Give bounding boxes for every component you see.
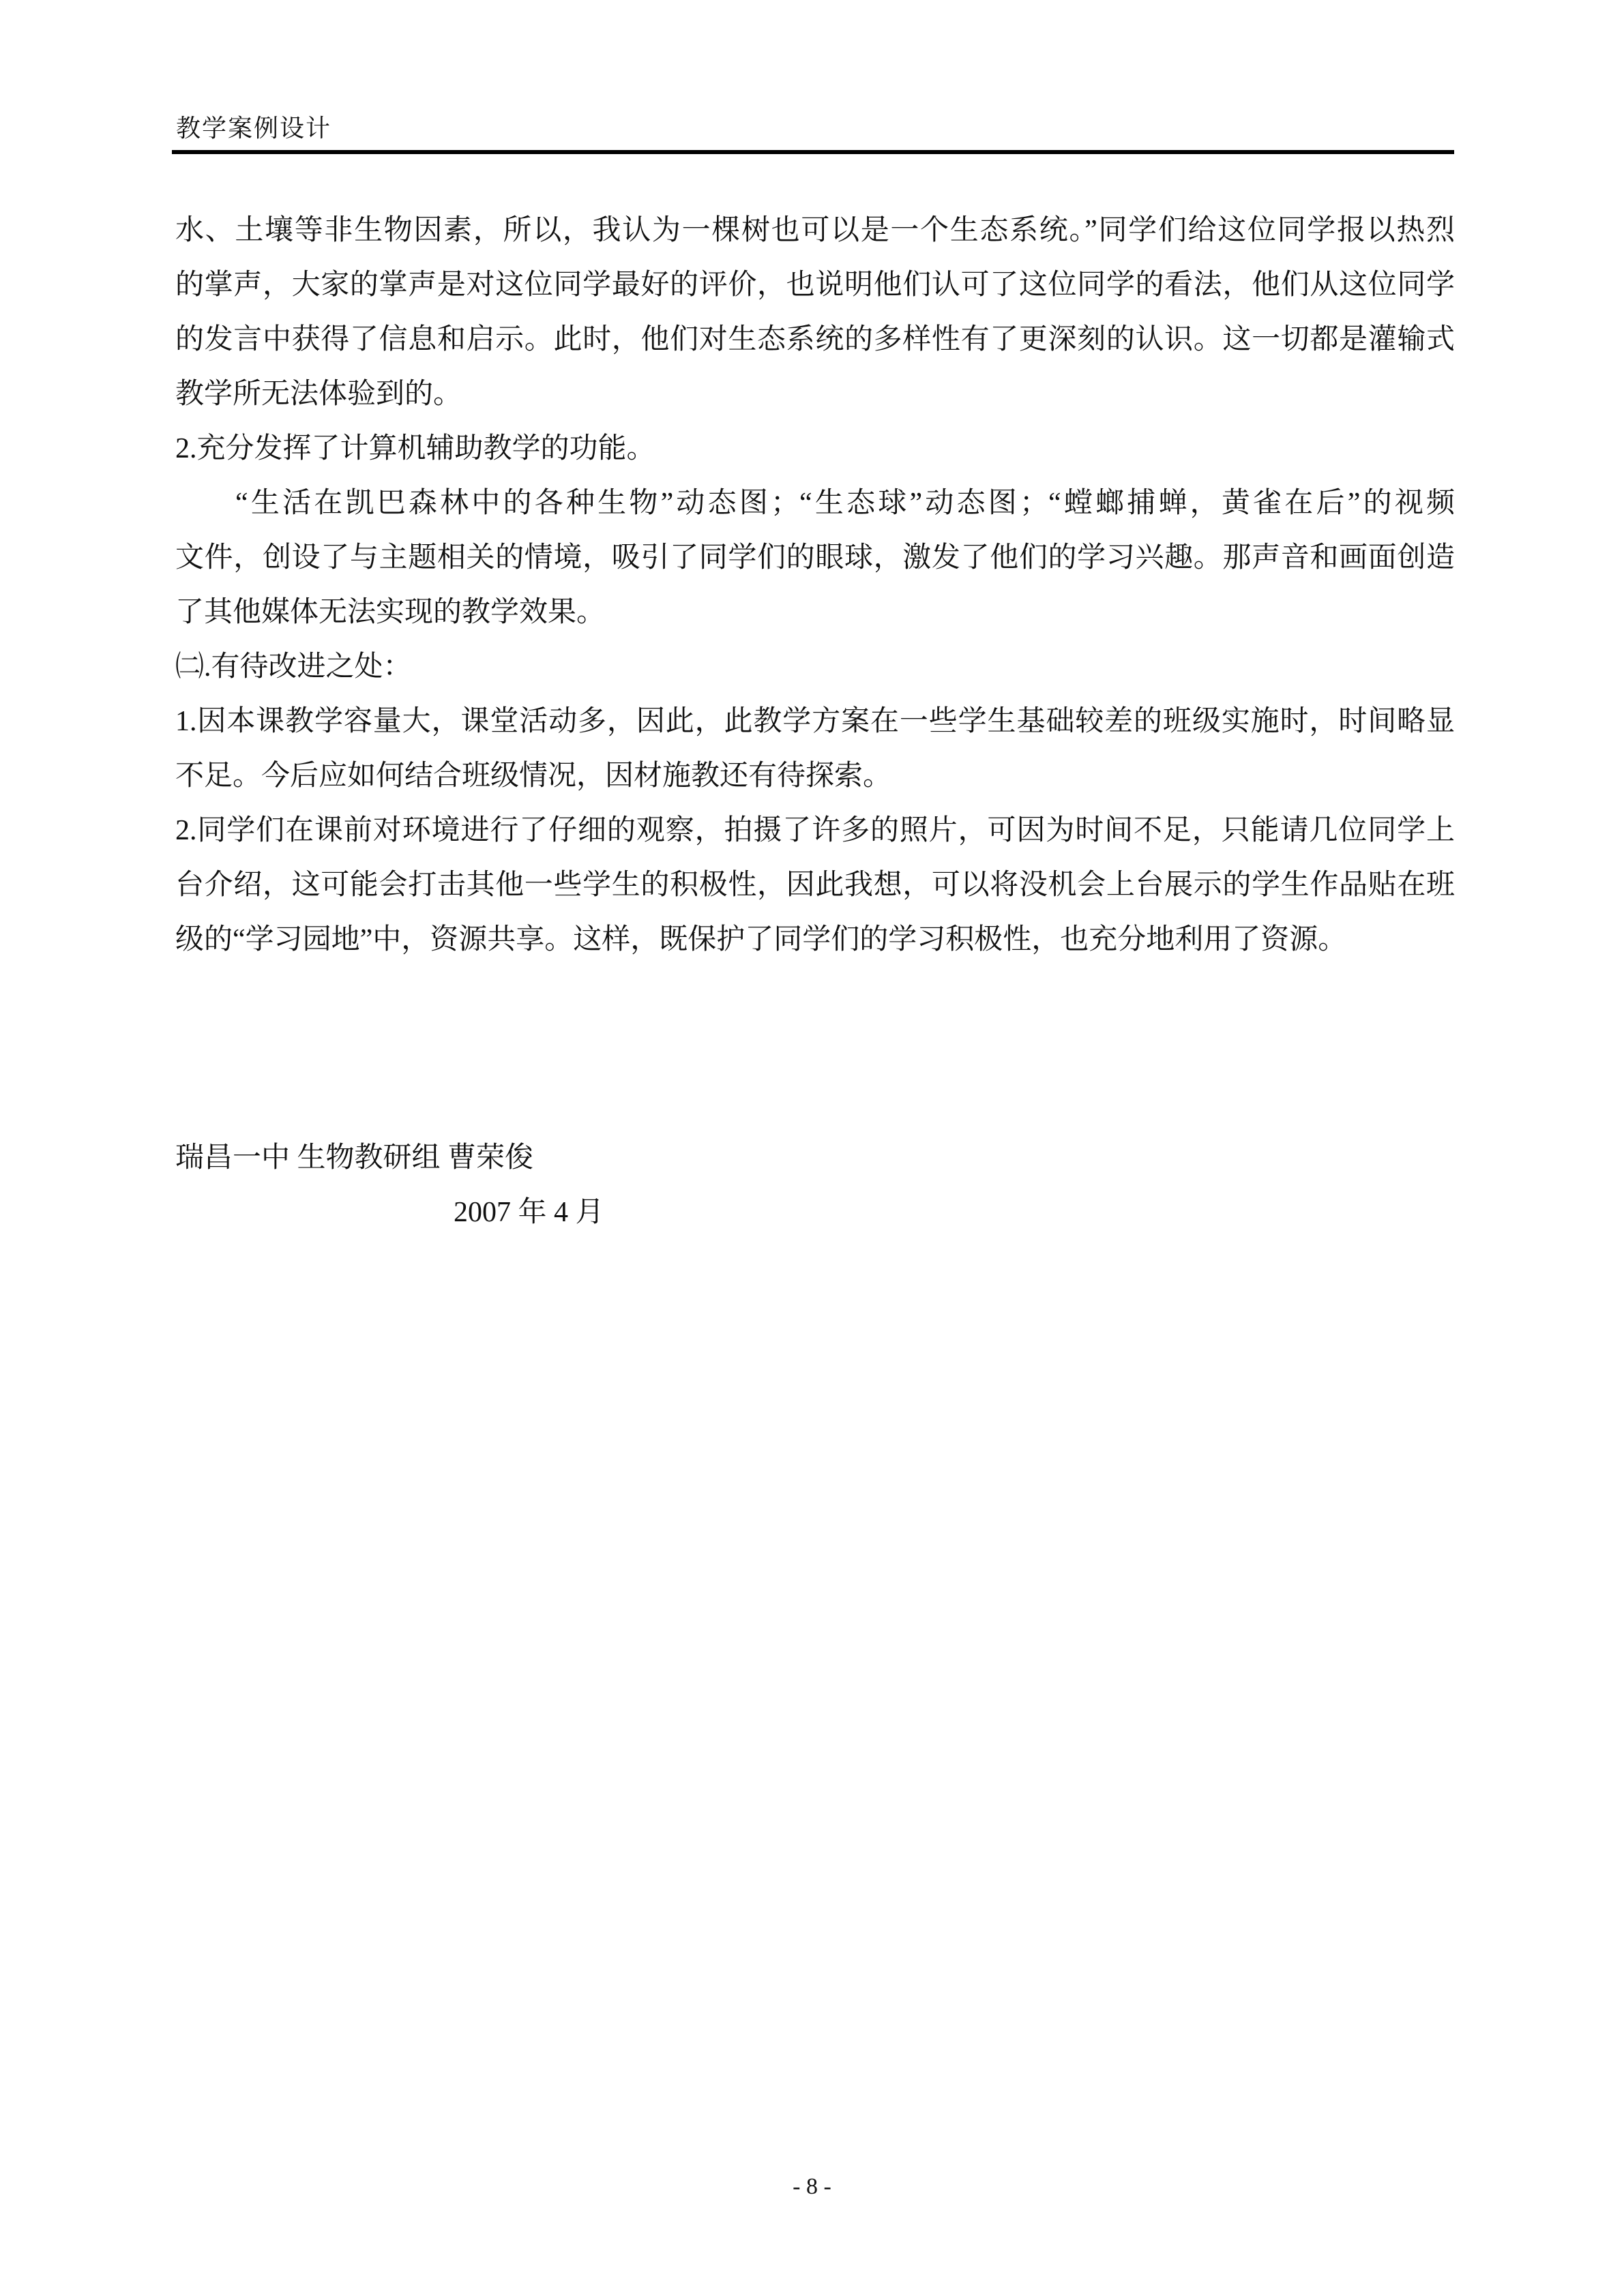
blank-space — [175, 967, 1455, 1131]
header-title: 教学案例设计 — [176, 115, 332, 142]
body-line: 文件，创设了与主题相关的情境，吸引了同学们的眼球，激发了他们的学习兴趣。那声音和画面创造 — [175, 542, 1455, 573]
body-line: 台介绍，这可能会打击其他一些学生的积极性，因此我想，可以将没机会上台展示的学生作品贴在班 — [175, 869, 1455, 901]
signature-affiliation: 瑞昌一中 生物教研组 曹荣俊 — [175, 1142, 534, 1174]
body-line: “生活在凯巴森林中的各种生物”动态图；“生态球”动态图；“螳螂捕蝉，黄雀在后”的视频 — [235, 488, 1455, 519]
page-header — [176, 113, 331, 143]
body-line: ㈡.有待改进之处： — [175, 651, 412, 683]
body-line: 教学所无法体验到的。 — [175, 378, 462, 410]
document-body — [175, 203, 1455, 1240]
body-line: 2.同学们在课前对环境进行了仔细的观察，拍摄了许多的照片，可因为时间不足，只能请几位同学上 — [175, 815, 1455, 846]
header-rule — [172, 150, 1454, 154]
body-line: 水、土壤等非生物因素，所以，我认为一棵树也可以是一个生态系统。”同学们给这位同学报以热烈 — [175, 215, 1455, 246]
body-line: 的掌声，大家的掌声是对这位同学最好的评价，也说明他们认可了这位同学的看法，他们从这位同学 — [175, 269, 1455, 301]
signature-date: 2007 年 4 月 — [454, 1197, 604, 1228]
body-line: 的发言中获得了信息和启示。此时，他们对生态系统的多样性有了更深刻的认识。这一切都是灌输式 — [175, 324, 1455, 355]
body-line: 2.充分发挥了计算机辅助教学的功能。 — [175, 433, 655, 464]
body-line: 了其他媒体无法实现的教学效果。 — [175, 597, 606, 628]
body-line: 级的“学习园地”中，资源共享。这样，既保护了同学们的学习积极性，也充分地利用了资源。 — [175, 924, 1347, 955]
body-line: 1.因本课教学容量大，课堂活动多，因此，此教学方案在一些学生基础较差的班级实施时，时间略显 — [175, 706, 1455, 737]
body-line: 不足。今后应如何结合班级情况，因材施教还有待探索。 — [175, 760, 892, 792]
page-footer — [0, 2174, 1624, 2200]
page-number: - 8 - — [793, 2174, 831, 2199]
